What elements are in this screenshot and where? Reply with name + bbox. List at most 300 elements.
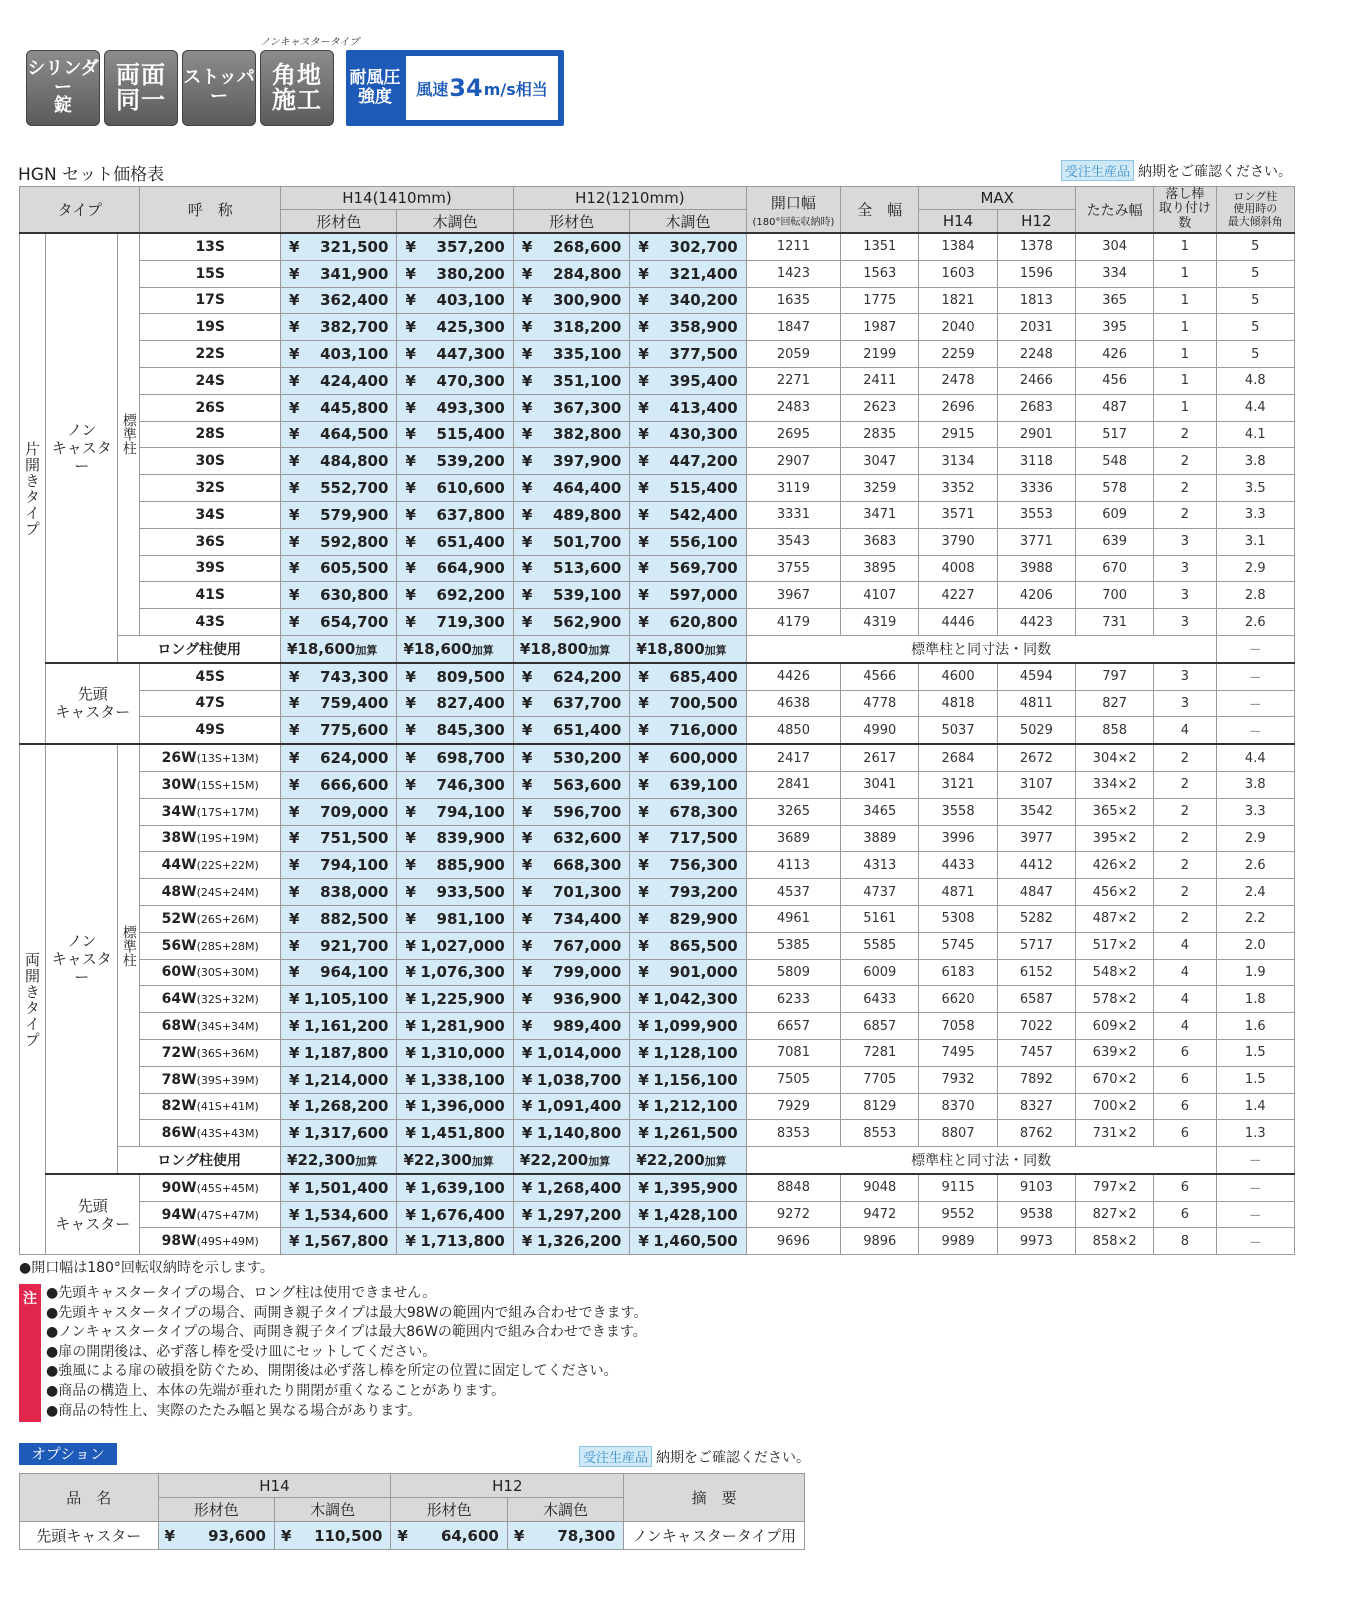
spec-cell: 2417 — [746, 744, 840, 771]
spec-cell: 1378 — [997, 233, 1075, 260]
spec-cell: 2248 — [997, 341, 1075, 368]
spec-cell: 3889 — [841, 825, 919, 852]
yen-sign: ¥ — [405, 936, 416, 955]
header-h12-profile: 形材色 — [513, 210, 629, 234]
table-row — [20, 825, 1295, 852]
spec-cell: 2 — [1154, 475, 1216, 502]
price-cell — [630, 555, 746, 582]
table-row — [20, 771, 1295, 798]
yen-sign: ¥ — [638, 667, 649, 686]
price-cell — [281, 932, 397, 959]
made-to-order-note — [1061, 160, 1292, 181]
spec-cell: 700×2 — [1076, 1093, 1154, 1120]
same-size-note: 標準柱と同寸法・同数 — [746, 1147, 1216, 1174]
spec-cell: 1351 — [841, 233, 919, 260]
spec-cell: 4811 — [997, 690, 1075, 717]
price-value: 709,000 — [320, 802, 389, 821]
yen-sign: ¥ — [405, 371, 416, 390]
table-row — [20, 798, 1295, 825]
price-cell — [513, 233, 629, 260]
price-cell — [281, 905, 397, 932]
spec-cell: 3771 — [997, 528, 1075, 555]
price-cell — [630, 959, 746, 986]
price-cell — [281, 341, 397, 368]
price-cell — [513, 1039, 629, 1066]
price-value: 767,000 — [552, 936, 622, 955]
yen-sign: ¥ — [289, 909, 300, 928]
price-cell — [513, 528, 629, 555]
spec-cell: 2 — [1154, 448, 1216, 475]
option-price — [274, 1522, 390, 1550]
yen-sign: ¥ — [289, 1017, 300, 1035]
model-code: 13S — [195, 238, 226, 255]
spec-cell: 2684 — [919, 744, 997, 771]
model-code: 36S — [195, 533, 226, 550]
spec-cell: 3121 — [919, 771, 997, 798]
price-value: 651,400 — [552, 721, 622, 740]
price-cell — [513, 744, 629, 771]
spec-cell: 1 — [1154, 314, 1216, 341]
price-value: 838,000 — [320, 883, 389, 902]
price-value: 793,200 — [669, 883, 738, 902]
spec-cell: 8 — [1154, 1228, 1216, 1255]
yen-sign: ¥ — [521, 694, 533, 713]
spec-cell: 1384 — [919, 233, 997, 260]
yen-sign: ¥ — [403, 1150, 414, 1169]
price-cell — [281, 690, 397, 717]
note-item: ●強風による扉の破損を防ぐため、開閉後は必ず落し棒を所定の位置に固定してください。 — [46, 1363, 618, 1380]
spec-cell: 9896 — [841, 1228, 919, 1255]
price-value: 18,800 — [530, 639, 589, 658]
price-value: 685,400 — [669, 667, 738, 686]
model-name — [140, 879, 281, 906]
model-name — [140, 609, 281, 636]
yen-sign: ¥ — [521, 749, 533, 768]
price-value: 1,038,700 — [536, 1070, 622, 1089]
spec-cell: 1 — [1154, 287, 1216, 314]
spec-cell: 2841 — [746, 771, 840, 798]
price-value: 827,400 — [436, 694, 505, 713]
spec-cell: 5161 — [841, 905, 919, 932]
price-value: 989,400 — [552, 1017, 622, 1035]
price-value: 321,400 — [669, 264, 738, 283]
spec-cell: 7505 — [746, 1066, 840, 1093]
spec-cell: 1987 — [841, 314, 919, 341]
spec-cell: 3 — [1154, 582, 1216, 609]
spec-cell: 797×2 — [1076, 1174, 1154, 1201]
price-value: 921,700 — [320, 936, 389, 955]
price-cell — [281, 986, 397, 1013]
price-value: 22,300 — [297, 1150, 356, 1169]
price-value: 678,300 — [669, 802, 738, 821]
model-sub: (43S+43M) — [196, 1127, 259, 1141]
spec-cell: 578 — [1076, 475, 1154, 502]
yen-sign: ¥ — [289, 721, 300, 740]
long-post-price — [281, 1147, 397, 1174]
spec-cell: 2695 — [746, 421, 840, 448]
price-value: 692,200 — [436, 586, 505, 605]
spec-cell: 2 — [1154, 744, 1216, 771]
model-name — [140, 475, 281, 502]
price-value: 1,338,100 — [420, 1070, 505, 1089]
yen-sign: ¥ — [289, 559, 300, 578]
spec-cell: 3.5 — [1216, 475, 1294, 502]
price-value: 1,501,400 — [303, 1178, 389, 1197]
long-post-label: ロング柱使用 — [118, 1147, 281, 1174]
table-row — [20, 1228, 1295, 1255]
spec-cell: 2466 — [997, 367, 1075, 394]
price-cell — [397, 367, 513, 394]
dash-cell: － — [1216, 635, 1294, 662]
spec-cell: 4638 — [746, 690, 840, 717]
yen-sign: ¥ — [638, 371, 649, 390]
price-cell — [397, 341, 513, 368]
yen-sign: ¥ — [638, 749, 649, 768]
model-name — [140, 287, 281, 314]
model-name — [140, 394, 281, 421]
model-code: 30S — [195, 453, 226, 470]
price-cell — [397, 1120, 513, 1147]
yen-sign: ¥ — [638, 318, 649, 337]
spec-cell: 639 — [1076, 528, 1154, 555]
price-value: 596,700 — [552, 802, 622, 821]
spec-cell: 1.6 — [1216, 1013, 1294, 1040]
price-cell — [281, 609, 397, 636]
price-value: 794,100 — [436, 802, 505, 821]
option-made-note — [579, 1446, 810, 1467]
table-row — [20, 448, 1295, 475]
price-value: 556,100 — [669, 532, 738, 551]
yen-sign: ¥ — [638, 802, 649, 821]
long-post-price — [513, 1147, 629, 1174]
yen-sign: ¥ — [638, 559, 649, 578]
spec-cell: 7932 — [919, 1066, 997, 1093]
header-opening-sub: (180°回転収納時) — [752, 216, 835, 228]
yen-sign: ¥ — [289, 452, 300, 471]
yen-sign: ¥ — [289, 613, 300, 632]
yen-sign: ¥ — [638, 1124, 649, 1143]
yen-sign: ¥ — [289, 1097, 300, 1116]
spec-cell: 1563 — [841, 260, 919, 287]
model-name — [140, 421, 281, 448]
price-value: 717,500 — [669, 829, 738, 848]
price-value: 340,200 — [669, 291, 738, 310]
price-value: 701,300 — [552, 883, 622, 902]
yen-sign: ¥ — [521, 883, 533, 902]
yen-sign: ¥ — [405, 990, 416, 1009]
price-cell — [513, 448, 629, 475]
add-label: 加算 — [355, 1154, 378, 1168]
spec-cell: 1847 — [746, 314, 840, 341]
yen-sign: ¥ — [405, 1097, 416, 1116]
spec-cell: 304×2 — [1076, 744, 1154, 771]
price-cell — [630, 367, 746, 394]
yen-sign: ¥ — [289, 802, 300, 821]
yen-sign: ¥ — [636, 1150, 647, 1169]
price-cell — [630, 1039, 746, 1066]
wind-unit: m/s相当 — [483, 79, 548, 99]
spec-cell: 670×2 — [1076, 1066, 1154, 1093]
yen-sign: ¥ — [521, 909, 533, 928]
spec-cell: 4990 — [841, 717, 919, 744]
price-cell — [630, 1066, 746, 1093]
table-row — [20, 1174, 1295, 1201]
yen-sign: ¥ — [521, 1017, 533, 1035]
spec-cell: 8353 — [746, 1120, 840, 1147]
spec-cell: 4737 — [841, 879, 919, 906]
price-value: 734,400 — [552, 909, 622, 928]
model-name — [140, 501, 281, 528]
header-opening — [746, 187, 840, 234]
price-value: 654,700 — [320, 613, 389, 632]
price-value: 1,713,800 — [420, 1232, 505, 1251]
model-sub: (47S+47M) — [196, 1208, 259, 1222]
price-cell — [281, 528, 397, 555]
yen-sign: ¥ — [405, 775, 416, 794]
price-value: 425,300 — [436, 318, 505, 337]
price-value: 1,428,100 — [653, 1205, 738, 1224]
yen-sign: ¥ — [638, 291, 649, 310]
price-value: 335,100 — [552, 345, 622, 364]
model-name — [140, 1013, 281, 1040]
spec-cell: 858 — [1076, 717, 1154, 744]
table-row — [20, 1093, 1295, 1120]
price-cell — [513, 690, 629, 717]
price-value: 362,400 — [320, 291, 389, 310]
yen-sign: ¥ — [521, 613, 533, 632]
price-cell — [513, 959, 629, 986]
price-value: 624,000 — [320, 749, 389, 768]
yen-sign: ¥ — [521, 1097, 533, 1116]
price-value: 651,400 — [436, 532, 505, 551]
model-code: 44W — [161, 857, 197, 874]
wind-value: 34 — [449, 74, 483, 102]
price-value: 933,500 — [436, 883, 505, 902]
model-code: 78W — [161, 1071, 197, 1088]
yen-sign: ¥ — [519, 639, 531, 658]
price-value: 664,900 — [436, 559, 505, 578]
spec-cell: 6 — [1154, 1120, 1216, 1147]
spec-cell: 3.1 — [1216, 528, 1294, 555]
price-cell — [513, 394, 629, 421]
model-name — [140, 1066, 281, 1093]
model-code: 72W — [161, 1044, 197, 1061]
table-row — [20, 1013, 1295, 1040]
price-value: 1,225,900 — [420, 990, 505, 1009]
spec-cell: 3542 — [997, 798, 1075, 825]
yen-sign: ¥ — [289, 264, 300, 283]
yen-sign: ¥ — [521, 479, 533, 498]
price-cell — [397, 771, 513, 798]
header-total: 全 幅 — [841, 187, 919, 234]
spec-cell: 9552 — [919, 1201, 997, 1228]
yen-sign: ¥ — [638, 1205, 649, 1224]
price-cell — [630, 663, 746, 690]
spec-cell: 7022 — [997, 1013, 1075, 1040]
yen-sign: ¥ — [638, 452, 649, 471]
price-value: 413,400 — [669, 398, 738, 417]
yen-sign: ¥ — [289, 990, 300, 1009]
table-row — [20, 1066, 1295, 1093]
price-value: 515,400 — [669, 479, 738, 498]
spec-cell: 2 — [1154, 852, 1216, 879]
spec-cell: 1.5 — [1216, 1066, 1294, 1093]
spec-cell: 3553 — [997, 501, 1075, 528]
model-code: 19S — [195, 319, 226, 336]
spec-cell: 3683 — [841, 528, 919, 555]
spec-cell: 2 — [1154, 421, 1216, 448]
spec-cell: 3041 — [841, 771, 919, 798]
price-cell — [397, 609, 513, 636]
price-cell — [397, 959, 513, 986]
spec-cell: 6 — [1154, 1093, 1216, 1120]
price-cell — [630, 879, 746, 906]
price-cell — [281, 501, 397, 528]
yen-sign: ¥ — [289, 291, 300, 310]
model-code: 47S — [195, 695, 226, 712]
table-row — [20, 932, 1295, 959]
yen-sign: ¥ — [280, 1526, 292, 1545]
price-value: 268,600 — [552, 237, 622, 256]
price-cell — [397, 287, 513, 314]
model-sub: (19S+19M) — [196, 832, 259, 846]
price-value: 620,800 — [669, 613, 738, 632]
price-value: 318,200 — [552, 318, 622, 337]
spec-cell: 4319 — [841, 609, 919, 636]
price-value: 751,500 — [320, 829, 389, 848]
price-value: 341,900 — [320, 264, 389, 283]
badge-corner: 角地 施工 — [260, 50, 334, 126]
spec-cell: 7892 — [997, 1066, 1075, 1093]
price-value: 1,212,100 — [653, 1097, 738, 1116]
standard-post-label: 標準柱 — [118, 744, 140, 1146]
spec-cell: 4847 — [997, 879, 1075, 906]
option-price — [158, 1522, 274, 1550]
model-code: 22S — [195, 346, 226, 363]
spec-cell: 3558 — [919, 798, 997, 825]
model-name — [140, 905, 281, 932]
price-cell — [630, 475, 746, 502]
price-cell — [513, 986, 629, 1013]
yen-sign: ¥ — [397, 1526, 408, 1545]
price-cell — [281, 233, 397, 260]
header-h12: H12(1210mm) — [513, 187, 746, 210]
model-name — [140, 717, 281, 744]
price-cell — [281, 798, 397, 825]
yen-sign: ¥ — [405, 425, 416, 444]
price-value: 1,105,100 — [303, 990, 389, 1009]
price-value: 1,214,000 — [303, 1070, 389, 1089]
spec-cell: 3.3 — [1216, 501, 1294, 528]
model-code: 39S — [195, 560, 226, 577]
yen-sign: ¥ — [405, 1205, 416, 1224]
spec-cell: 3118 — [997, 448, 1075, 475]
price-cell — [397, 260, 513, 287]
badge-cylinder-lock: シリンダー 錠 — [26, 50, 100, 126]
spec-cell: － — [1216, 1201, 1294, 1228]
yen-sign: ¥ — [405, 749, 416, 768]
price-cell — [281, 448, 397, 475]
table-row — [20, 717, 1295, 744]
price-value: 464,400 — [552, 479, 622, 498]
spec-cell: 2683 — [997, 394, 1075, 421]
yen-sign: ¥ — [289, 749, 300, 768]
noncaster-label: ノン キャスター — [46, 233, 118, 663]
long-post-price — [397, 635, 513, 662]
spec-cell: 3571 — [919, 501, 997, 528]
model-sub: (41S+41M) — [196, 1100, 259, 1114]
spec-cell: 6183 — [919, 959, 997, 986]
spec-cell: 4 — [1154, 717, 1216, 744]
note-item: ●扉の開閉後は、必ず落し棒を受け皿にセットしてください。 — [46, 1343, 437, 1360]
spec-cell: 2478 — [919, 367, 997, 394]
spec-cell: 4 — [1154, 959, 1216, 986]
yen-sign: ¥ — [638, 856, 649, 875]
yen-sign: ¥ — [638, 1232, 649, 1251]
price-cell — [513, 1174, 629, 1201]
spec-cell: 3.8 — [1216, 448, 1294, 475]
price-value: 395,400 — [669, 371, 738, 390]
opt-header-h14-wood: 木調色 — [274, 1498, 390, 1522]
spec-cell: 4313 — [841, 852, 919, 879]
spec-cell: 2.4 — [1216, 879, 1294, 906]
price-cell — [397, 501, 513, 528]
spec-cell: 3.3 — [1216, 798, 1294, 825]
price-value: 539,100 — [552, 586, 622, 605]
price-cell — [630, 825, 746, 852]
spec-cell: 5585 — [841, 932, 919, 959]
table-row — [20, 852, 1295, 879]
spec-cell: 1423 — [746, 260, 840, 287]
table-row — [20, 1039, 1295, 1066]
price-value: 18,800 — [646, 639, 705, 658]
dash-cell: － — [1216, 1147, 1294, 1174]
price-value: 829,900 — [669, 909, 738, 928]
spec-cell: 334 — [1076, 260, 1154, 287]
price-cell — [630, 1201, 746, 1228]
option-table — [19, 1473, 805, 1550]
spec-cell: 4426 — [746, 663, 840, 690]
yen-sign: ¥ — [521, 425, 533, 444]
price-value: 1,451,800 — [420, 1124, 505, 1143]
header-h14-profile: 形材色 — [281, 210, 397, 234]
price-value: 484,800 — [320, 452, 389, 471]
price-cell — [513, 1066, 629, 1093]
price-table-title: HGN セット価格表 — [18, 165, 165, 185]
spec-cell: 5 — [1216, 260, 1294, 287]
opt-header-h12: H12 — [391, 1474, 624, 1498]
price-cell — [281, 1228, 397, 1255]
spec-cell: 2199 — [841, 341, 919, 368]
add-label: 加算 — [471, 1154, 494, 1168]
spec-cell: 1.3 — [1216, 1120, 1294, 1147]
spec-cell: 2.6 — [1216, 609, 1294, 636]
price-cell — [281, 663, 397, 690]
price-value: 610,600 — [436, 479, 505, 498]
spec-cell: 609 — [1076, 501, 1154, 528]
wind-resistance-badge — [346, 50, 564, 126]
price-value: 1,396,000 — [420, 1097, 505, 1116]
spec-cell: － — [1216, 1174, 1294, 1201]
yen-sign: ¥ — [638, 1043, 649, 1062]
price-cell — [397, 1201, 513, 1228]
price-value: 1,639,100 — [420, 1178, 505, 1197]
opt-header-h12-profile: 形材色 — [391, 1498, 507, 1522]
table-row — [20, 260, 1295, 287]
spec-cell: 4433 — [919, 852, 997, 879]
yen-sign: ¥ — [405, 694, 416, 713]
spec-cell: 639×2 — [1076, 1039, 1154, 1066]
